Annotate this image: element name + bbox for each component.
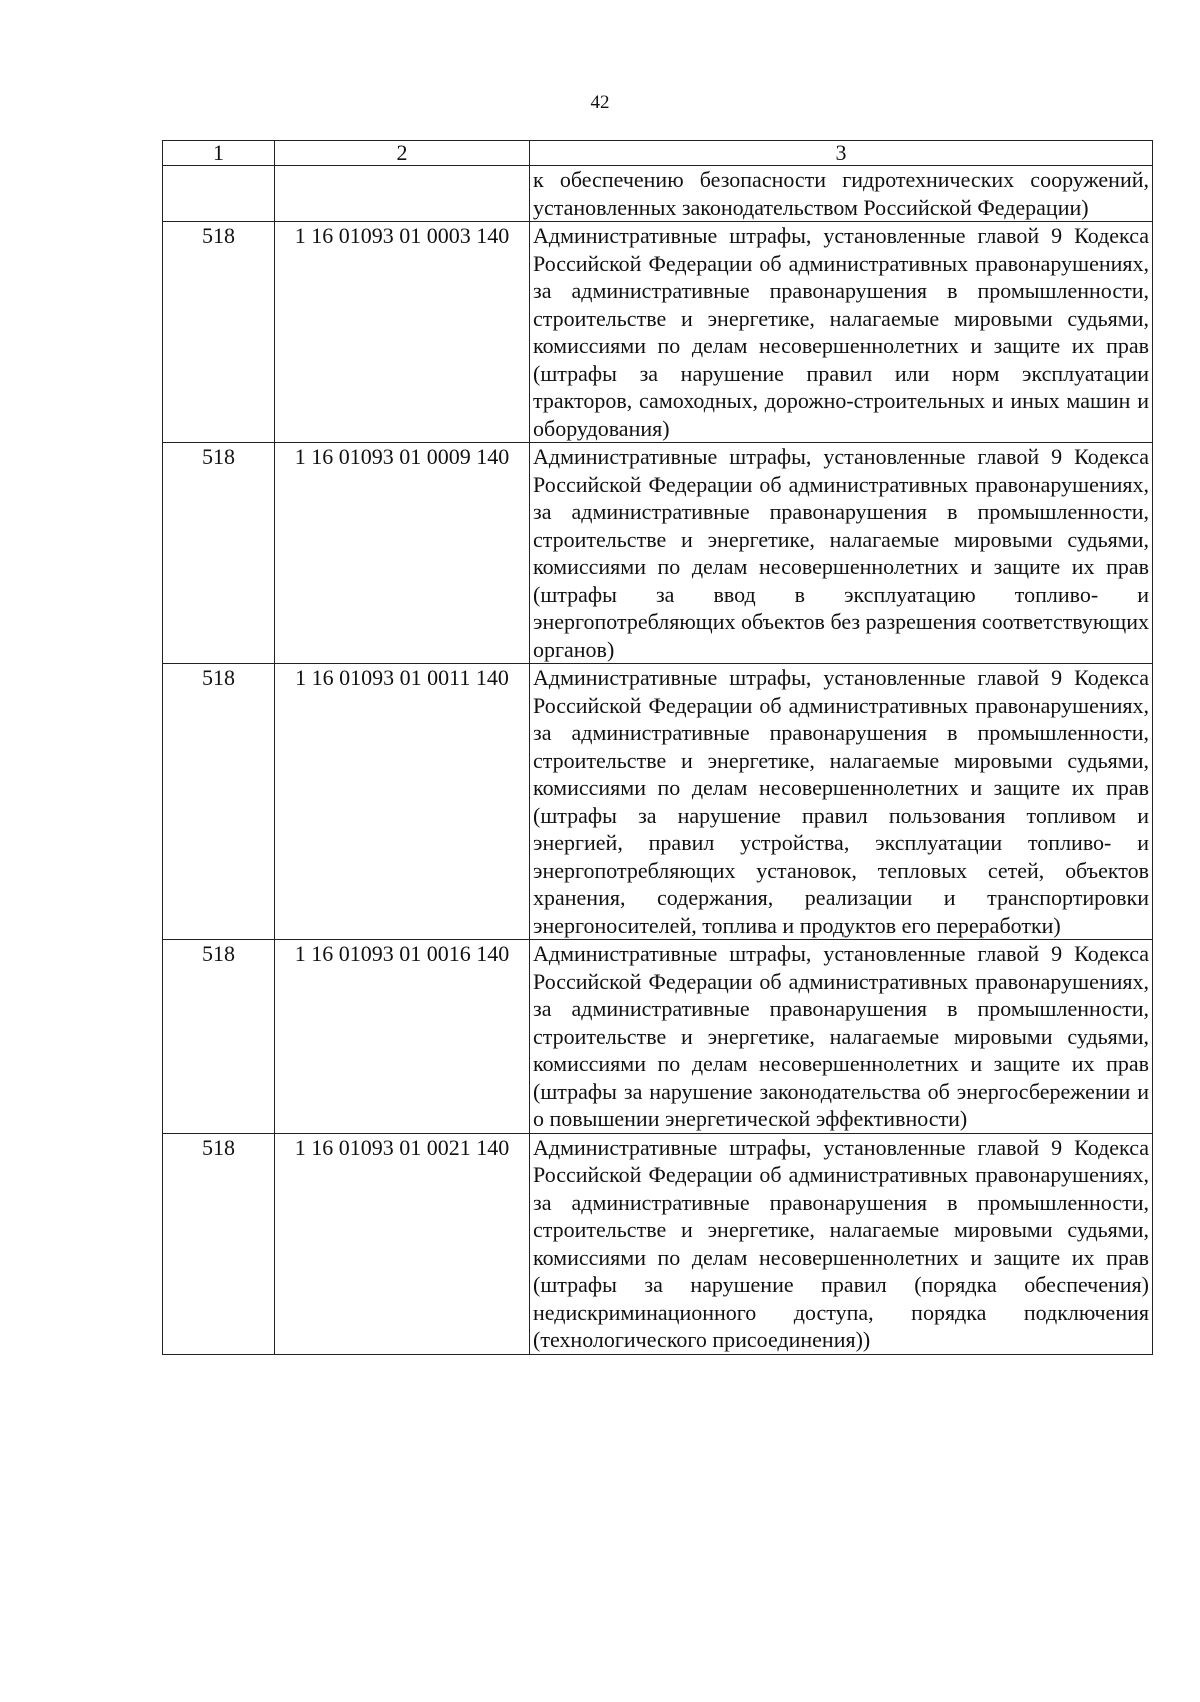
revenue-description-cell: Административные штрафы, установленные главой 9 Кодекса Российской Федерации об административных правонарушениях, за административные правонарушения в промышленности, строительстве и энергетике, налагаемые мировыми судьями, комиссиями по делам несовершеннолетних и защите их прав (штрафы за ввод в эксплуатацию топливо- и энергопотребляющих объектов без разрешения соответствующих органов)	[530, 443, 1153, 664]
budget-classification-code-cell: 1 16 01093 01 0016 140	[275, 940, 530, 1134]
table-row	[163, 664, 1153, 940]
table-header-row	[163, 141, 1153, 166]
table-row	[163, 443, 1153, 664]
revenue-description-cell: Административные штрафы, установленные главой 9 Кодекса Российской Федерации об административных правонарушениях, за административные правонарушения в промышленности, строительстве и энергетике, налагаемые мировыми судьями, комиссиями по делам несовершеннолетних и защите их прав (штрафы за нарушение законодательства об энергосбережении и о повышении энергетической эффективности)	[530, 940, 1153, 1134]
budget-classification-code-cell: 1 16 01093 01 0021 140	[275, 1133, 530, 1354]
administrator-code-cell: 518	[163, 1133, 275, 1354]
table-row	[163, 222, 1153, 443]
column-header-3: 3	[530, 141, 1153, 166]
revenue-codes-table	[162, 140, 1153, 1355]
revenue-description-cell: Административные штрафы, установленные главой 9 Кодекса Российской Федерации об административных правонарушениях, за административные правонарушения в промышленности, строительстве и энергетике, налагаемые мировыми судьями, комиссиями по делам несовершеннолетних и защите их прав (штрафы за нарушение правил пользования топливом и энергией, правил устройства, эксплуатации топливо- и энергопотребляющих установок, тепловых сетей, объектов хранения, содержания, реализации и транспортировки энергоносителей, топлива и продуктов его переработки)	[530, 664, 1153, 940]
administrator-code-cell: 518	[163, 443, 275, 664]
column-header-1: 1	[163, 141, 275, 166]
administrator-code-cell: 518	[163, 940, 275, 1134]
revenue-description-cell: Административные штрафы, установленные главой 9 Кодекса Российской Федерации об административных правонарушениях, за административные правонарушения в промышленности, строительстве и энергетике, налагаемые мировыми судьями, комиссиями по делам несовершеннолетних и защите их прав (штрафы за нарушение правил или норм эксплуатации тракторов, самоходных, дорожно-строительных и иных машин и оборудования)	[530, 222, 1153, 443]
column-header-2: 2	[275, 141, 530, 166]
administrator-code-cell: 518	[163, 664, 275, 940]
budget-classification-code-cell: 1 16 01093 01 0003 140	[275, 222, 530, 443]
budget-classification-code-cell: 1 16 01093 01 0009 140	[275, 443, 530, 664]
revenue-description-cell: Административные штрафы, установленные главой 9 Кодекса Российской Федерации об административных правонарушениях, за административные правонарушения в промышленности, строительстве и энергетике, налагаемые мировыми судьями, комиссиями по делам несовершеннолетних и защите их прав (штрафы за нарушение правил (порядка обеспечения) недискриминационного доступа, порядка подключения (технологического присоединения))	[530, 1133, 1153, 1354]
table-row	[163, 1133, 1153, 1354]
table-row	[163, 166, 1153, 222]
budget-classification-code-cell: 1 16 01093 01 0011 140	[275, 664, 530, 940]
revenue-description-cell: к обеспечению безопасности гидротехнических сооружений, установленных законодательством Российской Федерации)	[530, 166, 1153, 222]
budget-classification-code-cell	[275, 166, 530, 222]
administrator-code-cell	[163, 166, 275, 222]
administrator-code-cell: 518	[163, 222, 275, 443]
table-row	[163, 940, 1153, 1134]
page-number: 42	[590, 92, 610, 113]
